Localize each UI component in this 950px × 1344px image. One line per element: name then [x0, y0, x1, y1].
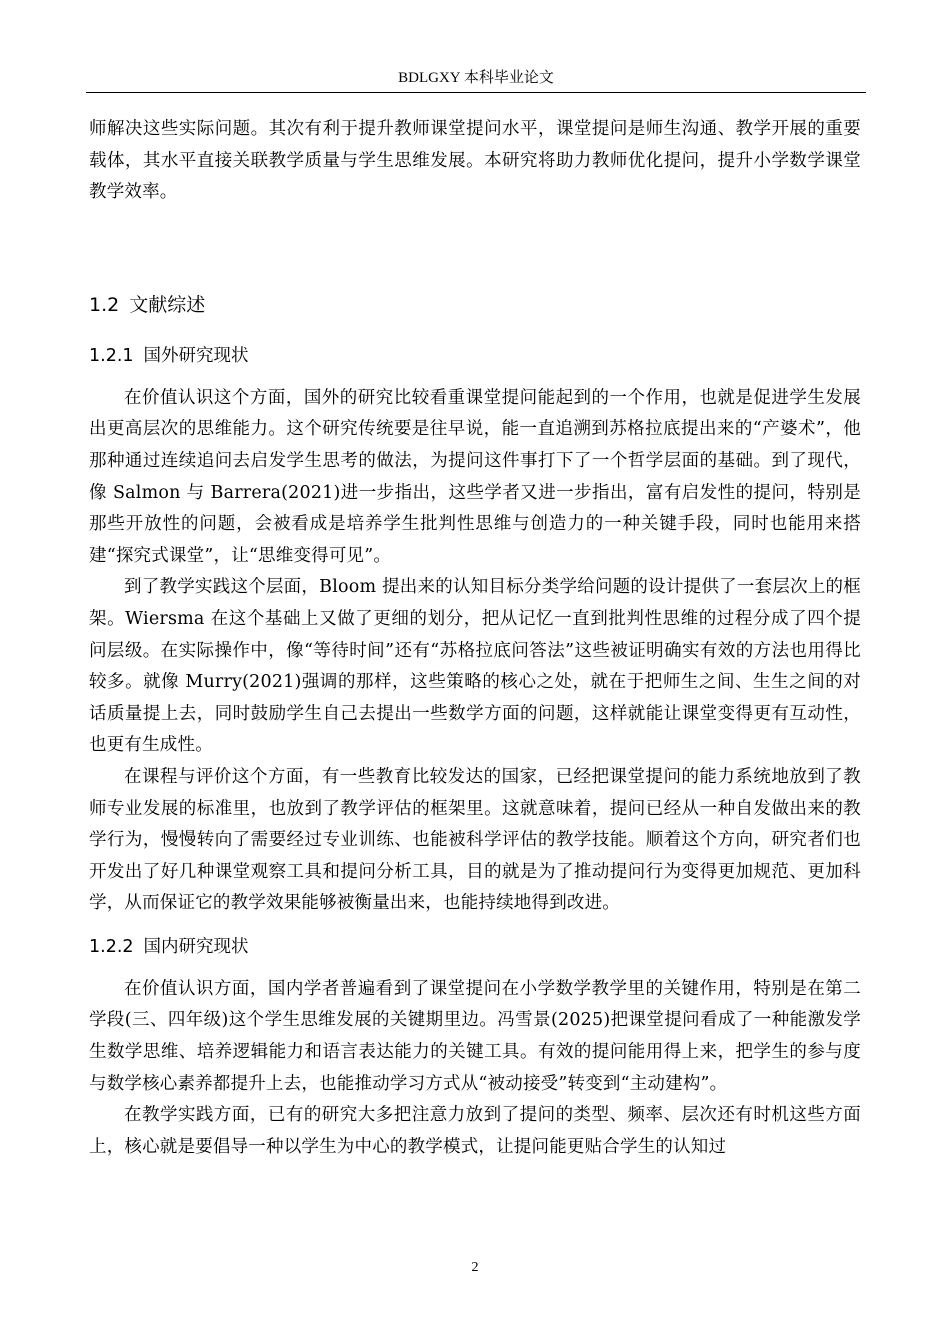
subsection-title: 国外研究现状	[143, 345, 249, 366]
section-number: 1.2	[89, 293, 120, 316]
body-paragraph: 到了教学实践这个层面，Bloom 提出来的认知目标分类学给问题的设计提供了一套层次上的框架。Wiersma 在这个基础上又做了更细的划分，把从记忆一直到批判性思维的过程分成了四个提问层级。在实际操作中，像“等待时间”还有“苏格拉底问答法”这些被证明确实有效的方法也用得比较多。就像 Murry(2021)强调的那样，这些策略的核心之处，就在于把师生之间、生生之间的对话质量提上去，同时鼓励学生自己去提出一些数学方面的问题，这样就能让课堂变得更有互动性，也更有生成性。	[89, 577, 861, 756]
page-number: 2	[471, 1260, 479, 1275]
subsection-number: 1.2.1	[89, 345, 134, 366]
intro-paragraph: 师解决这些实际问题。其次有利于提升教师课堂提问水平，课堂提问是师生沟通、教学开展的重要载体，其水平直接关联教学质量与学生思维发展。本研究将助力教师优化提问，提升小学数学课堂教学效率。	[89, 119, 861, 203]
body-paragraph: 在价值认识这个方面，国外的研究比较看重课堂提问能起到的一个作用，也就是促进学生发展出更高层次的思维能力。这个研究传统要是往早说，能一直追溯到苏格拉底提出来的“产婆术”，他那种通过连续追问去启发学生思考的做法，为提问这件事打下了一个哲学层面的基础。到了现代，像 Salmon 与 Barrera(2021)进一步指出，这些学者又进一步指出，富有启发性的提问，特别是那些开放性的问题，会被看成是培养学生批判性思维与创造力的一种关键手段，同时也能用来搭建“探究式课堂”，让“思维变得可见”。	[89, 387, 861, 566]
running-header: BDLGXY 本科毕业论文	[398, 70, 554, 86]
body-paragraph: 在课程与评价这个方面，有一些教育比较发达的国家，已经把课堂提问的能力系统地放到了教师专业发展的标准里，也放到了教学评估的框架里。这就意味着，提问已经从一种自发做出来的教学行为，慢慢转向了需要经过专业训练、也能被科学评估的教学技能。顺着这个方向，研究者们也开发出了好几种课堂观察工具和提问分析工具，目的就是为了推动提问行为变得更加规范、更加科学，从而保证它的教学效果能够被衡量出来，也能持续地得到改进。	[89, 766, 861, 914]
section-heading-1-2-2	[89, 932, 861, 962]
section-title: 文献综述	[129, 293, 206, 316]
body-paragraph: 在价值认识方面，国内学者普遍看到了课堂提问在小学数学教学里的关键作用，特别是在第二学段(三、四年级)这个学生思维发展的关键期里边。冯雪景(2025)把课堂提问看成了一种能激发学生数学思维、培养逻辑能力和语言表达能力的关键工具。有效的提问能用得上来，把学生的参与度与数学核心素养都提升上去，也能推动学习方式从“被动接受”转变到“主动建构”。	[89, 978, 861, 1094]
section-heading-1-2	[89, 290, 861, 320]
page-body	[89, 114, 861, 1163]
body-paragraph: 在教学实践方面，已有的研究大多把注意力放到了提问的类型、频率、层次还有时机这些方面上，核心就是要倡导一种以学生为中心的教学模式，让提问能更贴合学生的认知过	[89, 1105, 861, 1157]
subsection-title: 国内研究现状	[143, 936, 249, 957]
section-heading-1-2-1	[89, 341, 861, 371]
subsection-number: 1.2.2	[89, 936, 134, 957]
header-divider	[86, 92, 866, 93]
